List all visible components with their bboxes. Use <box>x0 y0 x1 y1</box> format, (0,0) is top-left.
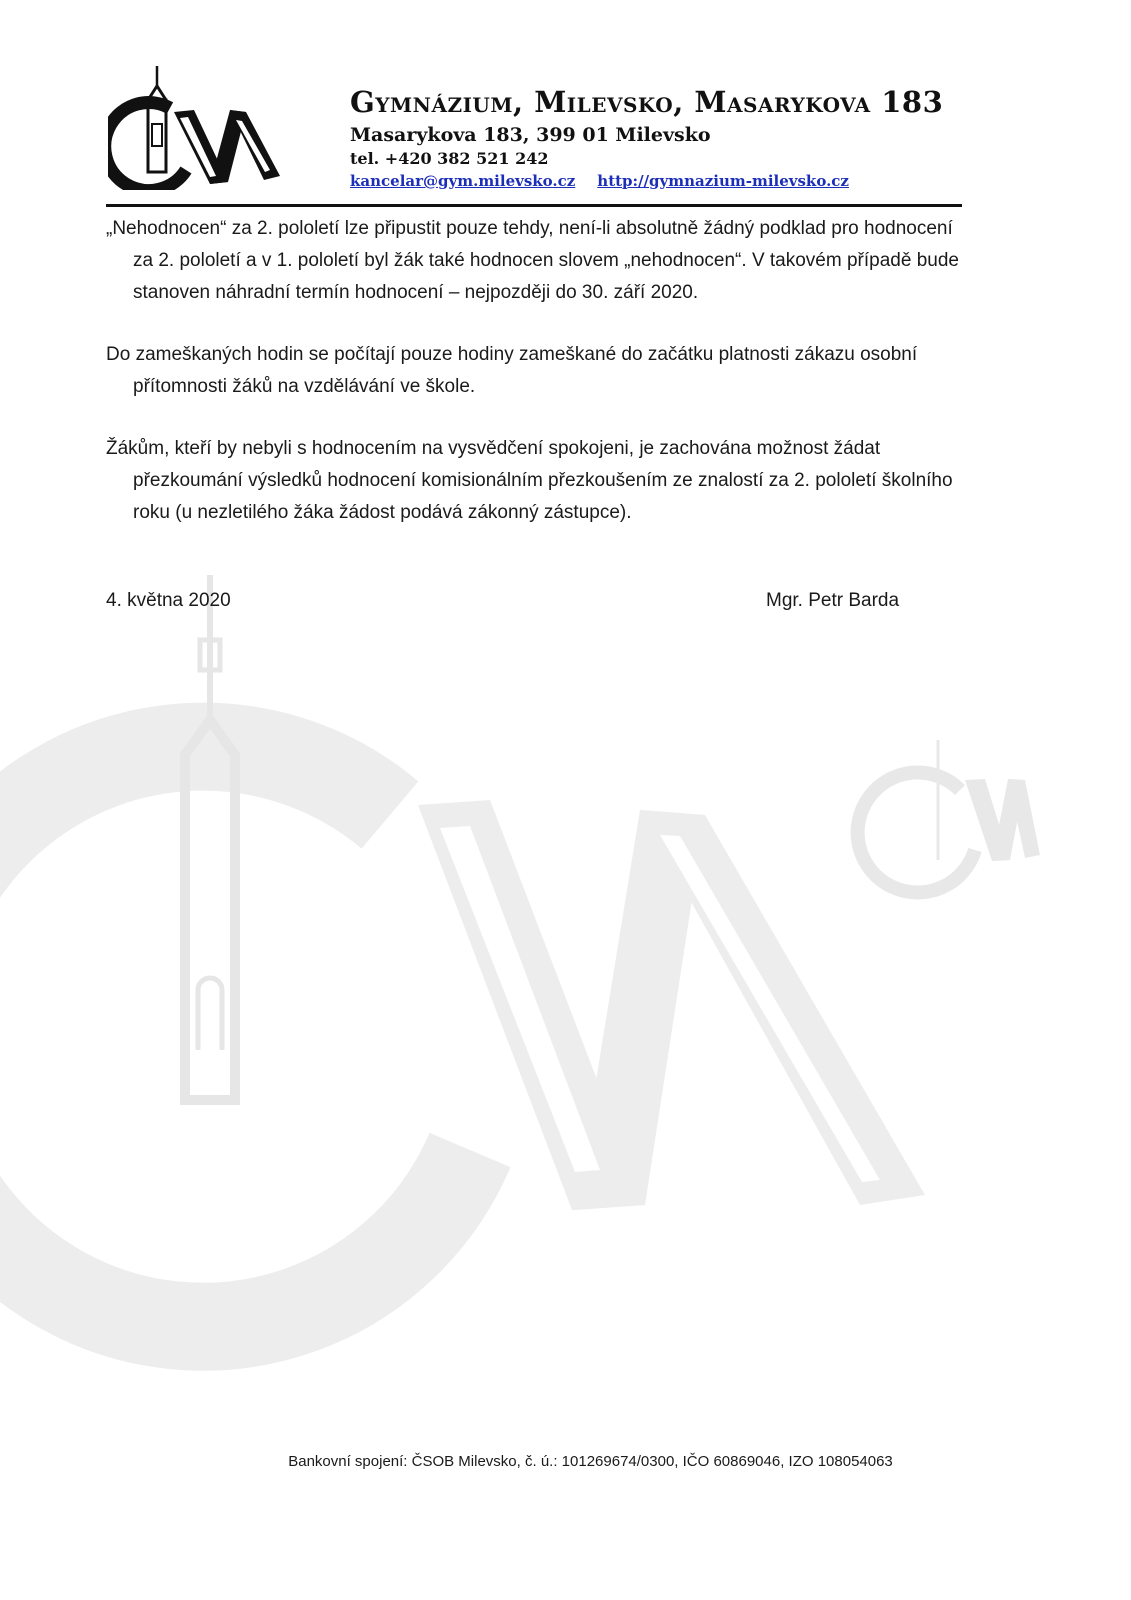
header-divider <box>106 204 962 207</box>
letter-body <box>106 213 978 559</box>
letterhead <box>350 84 990 192</box>
letter-date: 4. května 2020 <box>106 590 231 611</box>
school-address: Masarykova 183, 399 01 Milevsko <box>350 124 711 146</box>
paragraph-absences: Do zameškaných hodin se počítají pouze hodiny zameškané do začátku platnosti zákazu osobní přítomnosti žáků na vzdělávání ve škole. <box>106 344 918 397</box>
paragraph-evaluation: „Nehodnocen“ za 2. pololetí lze připustit pouze tehdy, není-li absolutně žádný podklad pro hodnocení za 2. pololetí a v 1. pololetí byl žák také hodnocen slovem „nehodnocen“. V takovém případě bude stanoven náhradní termín hodnocení – nejpozději do 30. září 2020. <box>106 218 959 303</box>
footer-bank-info: Bankovní spojení: ČSOB Milevsko, č. ú.: 101269674/0300, IČO 60869046, IZO 108054063 <box>288 1453 893 1470</box>
school-phone: tel. +420 382 521 242 <box>350 149 549 168</box>
contact-links <box>350 170 990 192</box>
website-link[interactable]: http://gymnazium-milevsko.cz <box>597 172 849 190</box>
school-name: Gymnázium, Milevsko, Masarykova 183 <box>350 85 944 119</box>
letter-signature: Mgr. Petr Barda <box>766 590 900 611</box>
school-logo <box>108 64 288 190</box>
email-link[interactable]: kancelar@gym.milevsko.cz <box>350 172 576 190</box>
paragraph-review: Žákům, kteří by nebyli s hodnocením na vysvědčení spokojeni, je zachována možnost žádat přezkoumání výsledků hodnocení komisionálním přezkoušením ze znalostí za 2. pololetí školního roku (u nezletilého žáka žádost podává zákonný zástupce). <box>106 438 953 523</box>
